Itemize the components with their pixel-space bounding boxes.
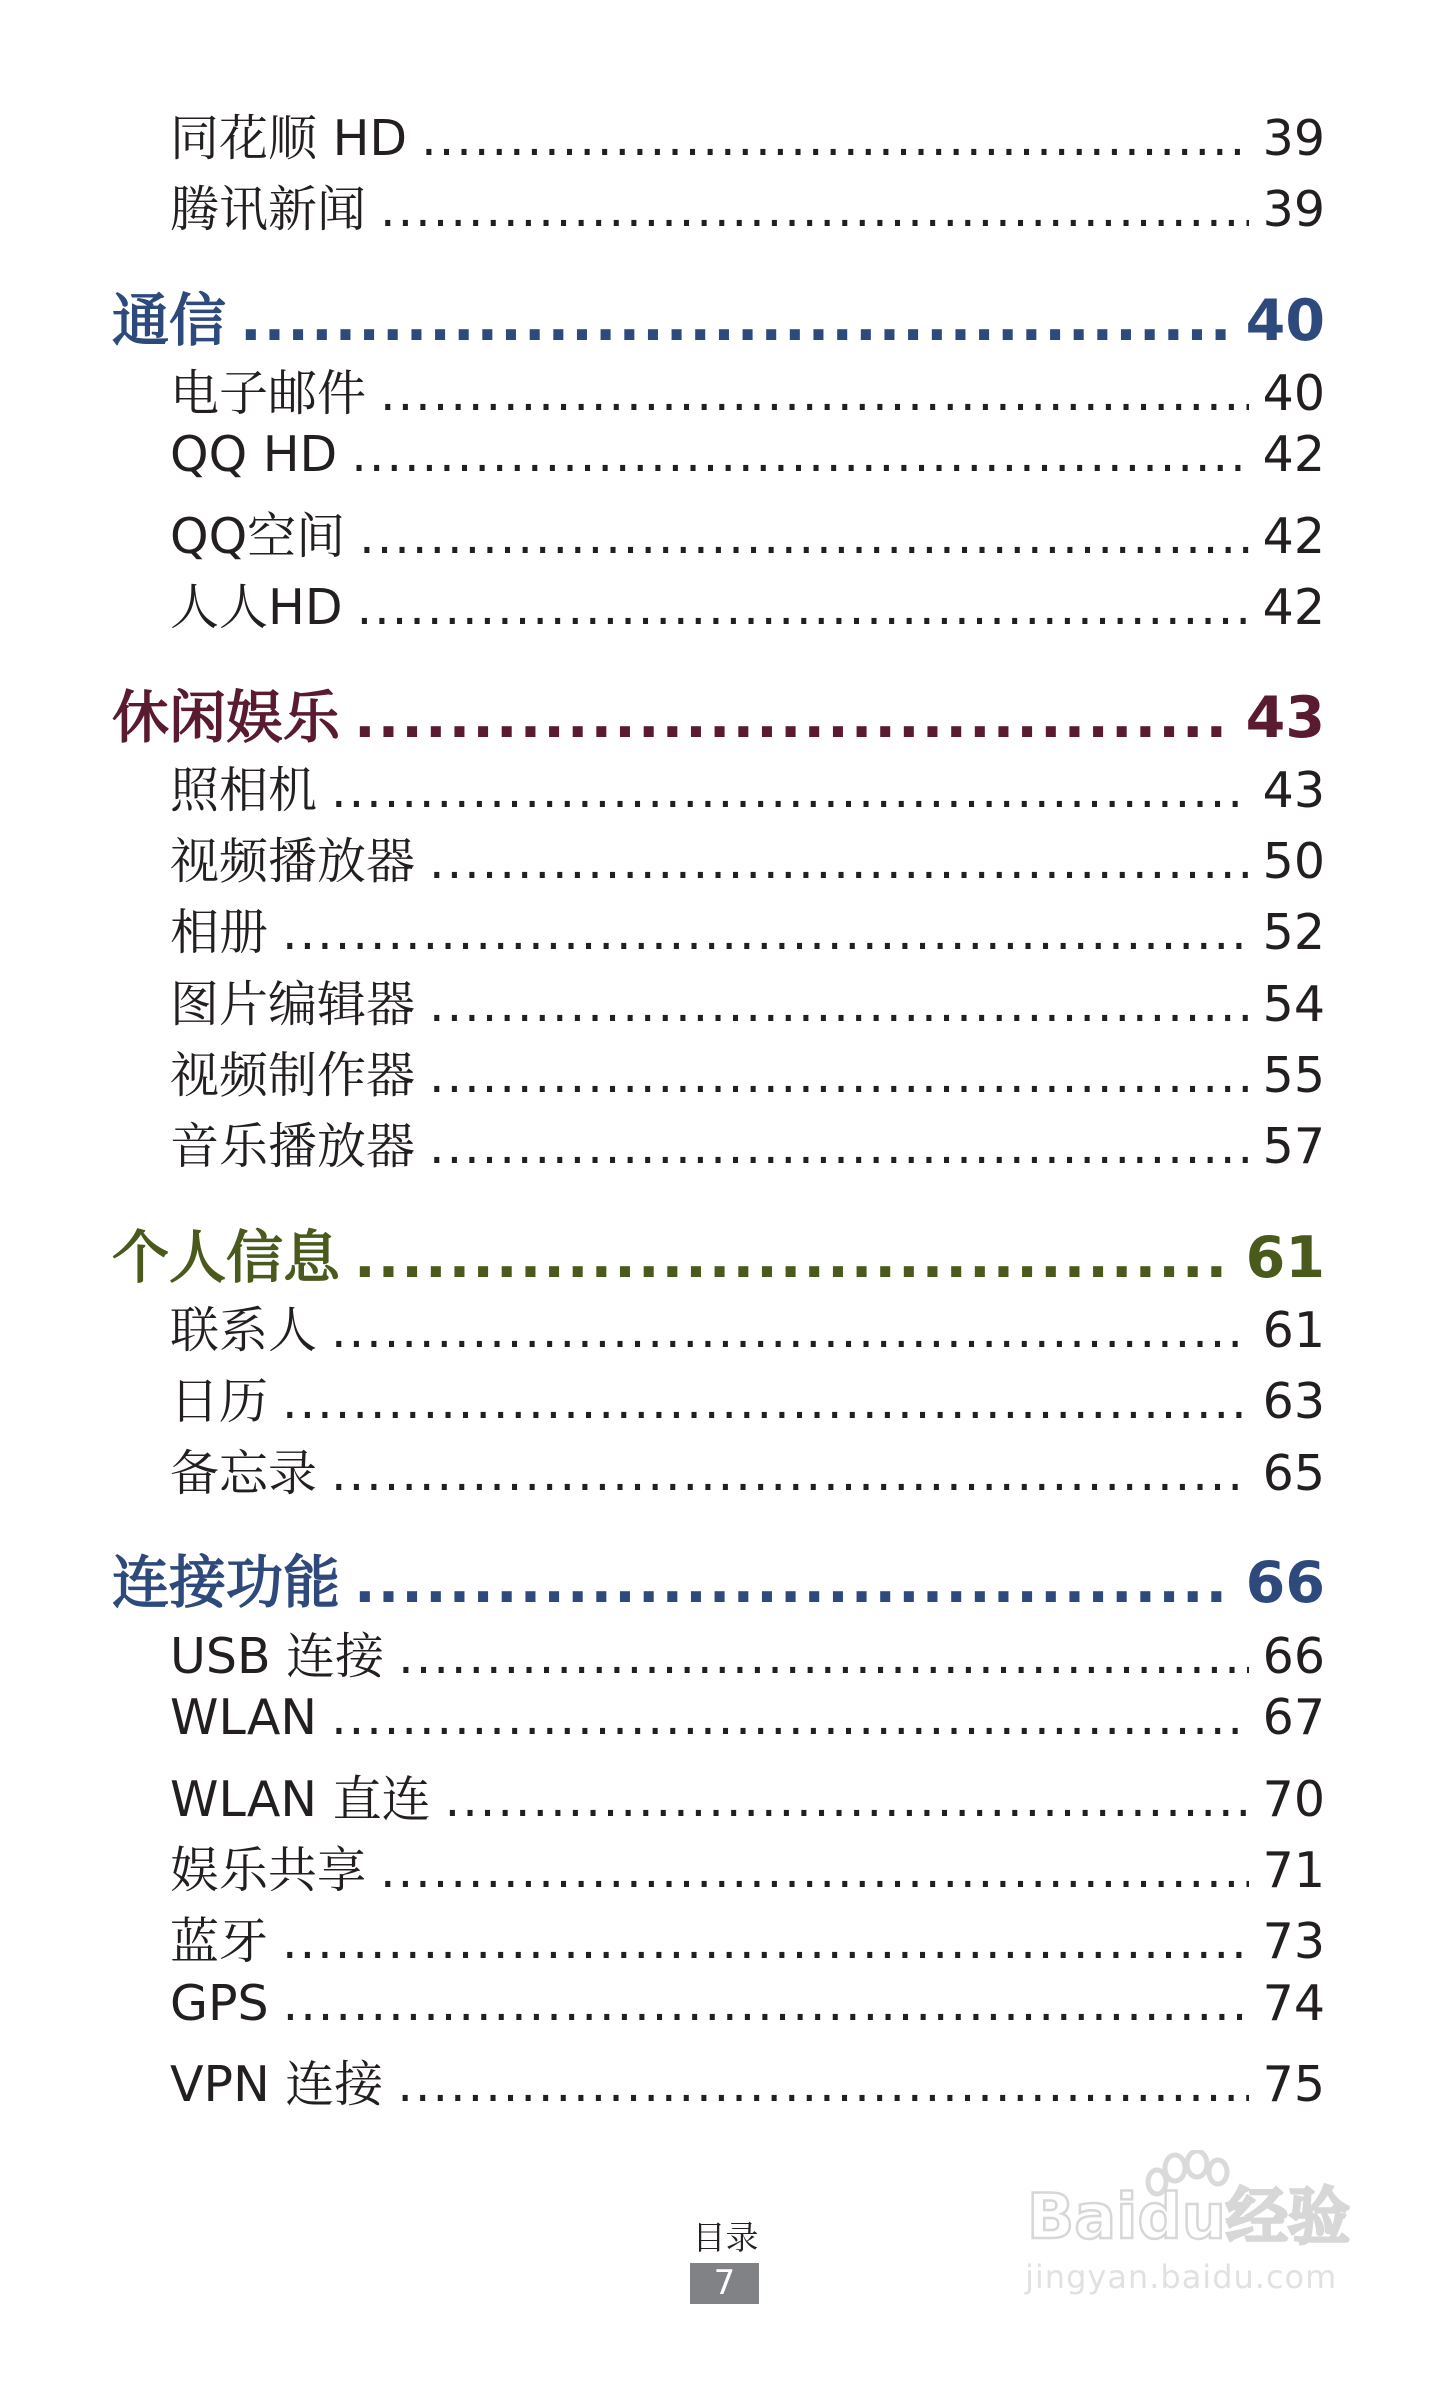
dot-leader [380, 1842, 1249, 1898]
toc-entry-title: 音乐播放器 [170, 1118, 416, 1174]
toc-entry-page: 63 [1262, 1373, 1325, 1429]
toc-section-page: 43 [1245, 685, 1325, 746]
toc-entry[interactable] [170, 100, 1325, 166]
toc-entry-title: 照相机 [170, 762, 318, 818]
toc-section-entertainment[interactable] [112, 672, 1325, 746]
dot-leader [429, 1047, 1249, 1103]
dot-leader [331, 1689, 1249, 1746]
toc-entry-page: 50 [1262, 833, 1325, 889]
toc-entry-title: WLAN 直连 [170, 1771, 431, 1827]
toc-entry[interactable] [170, 1435, 1325, 1501]
dot-leader [445, 1771, 1249, 1827]
toc-entry-title: 备忘录 [170, 1445, 318, 1501]
dot-leader [429, 1118, 1249, 1174]
toc-entry-title: 联系人 [170, 1302, 318, 1358]
toc-entry-page: 43 [1262, 762, 1325, 818]
dot-leader [429, 976, 1249, 1032]
toc-entry-title: 视频播放器 [170, 833, 416, 889]
toc-section-title: 通信 [112, 288, 226, 349]
toc-entry[interactable] [170, 355, 1325, 421]
toc-section-title: 休闲娱乐 [112, 685, 340, 746]
footer-page-number: 7 [690, 2263, 759, 2304]
toc-entry-title: QQ HD [170, 426, 338, 483]
toc-section-page: 66 [1245, 1550, 1325, 1611]
toc-entry-page: 66 [1262, 1628, 1325, 1684]
toc-entry[interactable] [170, 2046, 1325, 2112]
toc-entry-title: 同花顺 HD [170, 110, 408, 166]
dot-leader [357, 579, 1249, 635]
toc-entry-page: 52 [1262, 904, 1325, 960]
dot-leader [359, 508, 1249, 564]
dot-leader [354, 685, 1232, 746]
toc-entry[interactable] [170, 1363, 1325, 1429]
toc-entry-title: 图片编辑器 [170, 976, 416, 1032]
toc-entry-page: 74 [1262, 1975, 1325, 2032]
toc-entry-page: 42 [1262, 579, 1325, 635]
toc-entry[interactable] [170, 1689, 1325, 1755]
toc-entry[interactable] [170, 569, 1325, 635]
toc-entry[interactable] [170, 966, 1325, 1032]
toc-entry-title: 腾讯新闻 [170, 181, 367, 237]
toc-entry-title: 蓝牙 [170, 1913, 269, 1969]
toc-entry-title: USB 连接 [170, 1628, 385, 1684]
baidu-paw-logo-icon [1025, 2150, 1365, 2250]
dot-leader [283, 1975, 1249, 2032]
toc-entry-page: 65 [1262, 1445, 1325, 1501]
toc-entry-title: 日历 [170, 1373, 269, 1429]
toc-entry[interactable] [170, 894, 1325, 960]
watermark-logo-text: Baidu经验 [1027, 2180, 1350, 2250]
toc-entry[interactable] [170, 1618, 1325, 1684]
dot-leader [282, 904, 1249, 960]
toc-entry-page: 42 [1262, 508, 1325, 564]
toc-section-title: 个人信息 [112, 1225, 340, 1286]
toc-entry[interactable] [170, 1761, 1325, 1827]
toc-section-page: 61 [1245, 1225, 1325, 1286]
toc-entry[interactable] [170, 1108, 1325, 1174]
toc-entry-page: 40 [1262, 365, 1325, 421]
dot-leader [398, 1628, 1248, 1684]
toc-section-page: 40 [1245, 288, 1325, 349]
dot-leader [421, 110, 1248, 166]
baidu-watermark [1025, 2150, 1365, 2310]
toc-entry[interactable] [170, 1975, 1325, 2041]
toc-entry-page: 71 [1262, 1842, 1325, 1898]
toc-entry-page: 75 [1262, 2056, 1325, 2112]
dot-leader [282, 1913, 1249, 1969]
dot-leader [397, 2056, 1248, 2112]
toc-entry-page: 73 [1262, 1913, 1325, 1969]
toc-entry[interactable] [170, 171, 1325, 237]
toc-section-connectivity[interactable] [112, 1537, 1325, 1611]
toc-entry-title: 电子邮件 [170, 365, 367, 421]
toc-entry[interactable] [170, 426, 1325, 492]
toc-entry-page: 67 [1262, 1689, 1325, 1746]
dot-leader [351, 426, 1248, 483]
toc-entry-page: 70 [1262, 1771, 1325, 1827]
toc-entry-page: 57 [1262, 1118, 1325, 1174]
toc-entry-title: 相册 [170, 904, 269, 960]
dot-leader [380, 181, 1249, 237]
watermark-url: jingyan.baidu.com [1025, 2258, 1338, 2296]
toc-entry-title: GPS [170, 1975, 269, 2032]
toc-entry-title: 人人HD [170, 579, 343, 635]
toc-entry[interactable] [170, 752, 1325, 818]
toc-section-title: 连接功能 [112, 1550, 340, 1611]
toc-section-personal-info[interactable] [112, 1212, 1325, 1286]
dot-leader [429, 833, 1249, 889]
dot-leader [331, 1302, 1249, 1358]
toc-entry[interactable] [170, 1292, 1325, 1358]
dot-leader [282, 1373, 1249, 1429]
dot-leader [240, 288, 1232, 349]
toc-entry[interactable] [170, 498, 1325, 564]
toc-section-communication[interactable] [112, 275, 1325, 349]
toc-entry-page: 54 [1262, 976, 1325, 1032]
dot-leader [354, 1550, 1232, 1611]
toc-entry-page: 55 [1262, 1047, 1325, 1103]
dot-leader [354, 1225, 1232, 1286]
toc-entry-title: VPN 连接 [170, 2056, 384, 2112]
dot-leader [331, 762, 1249, 818]
toc-entry[interactable] [170, 823, 1325, 889]
toc-entry-page: 39 [1262, 110, 1325, 166]
toc-entry-title: 娱乐共享 [170, 1842, 367, 1898]
toc-entry-title: WLAN [170, 1689, 318, 1746]
footer-label: 目录 [692, 2218, 759, 2257]
dot-leader [380, 365, 1249, 421]
toc-entry[interactable] [170, 1832, 1325, 1898]
toc-entry-title: 视频制作器 [170, 1047, 416, 1103]
toc-entry[interactable] [170, 1903, 1325, 1969]
toc-entry-title: QQ空间 [170, 508, 346, 564]
toc-entry-page: 42 [1262, 426, 1325, 483]
toc-entry-page: 61 [1262, 1302, 1325, 1358]
dot-leader [331, 1445, 1249, 1501]
toc-entry[interactable] [170, 1037, 1325, 1103]
toc-entry-page: 39 [1262, 181, 1325, 237]
